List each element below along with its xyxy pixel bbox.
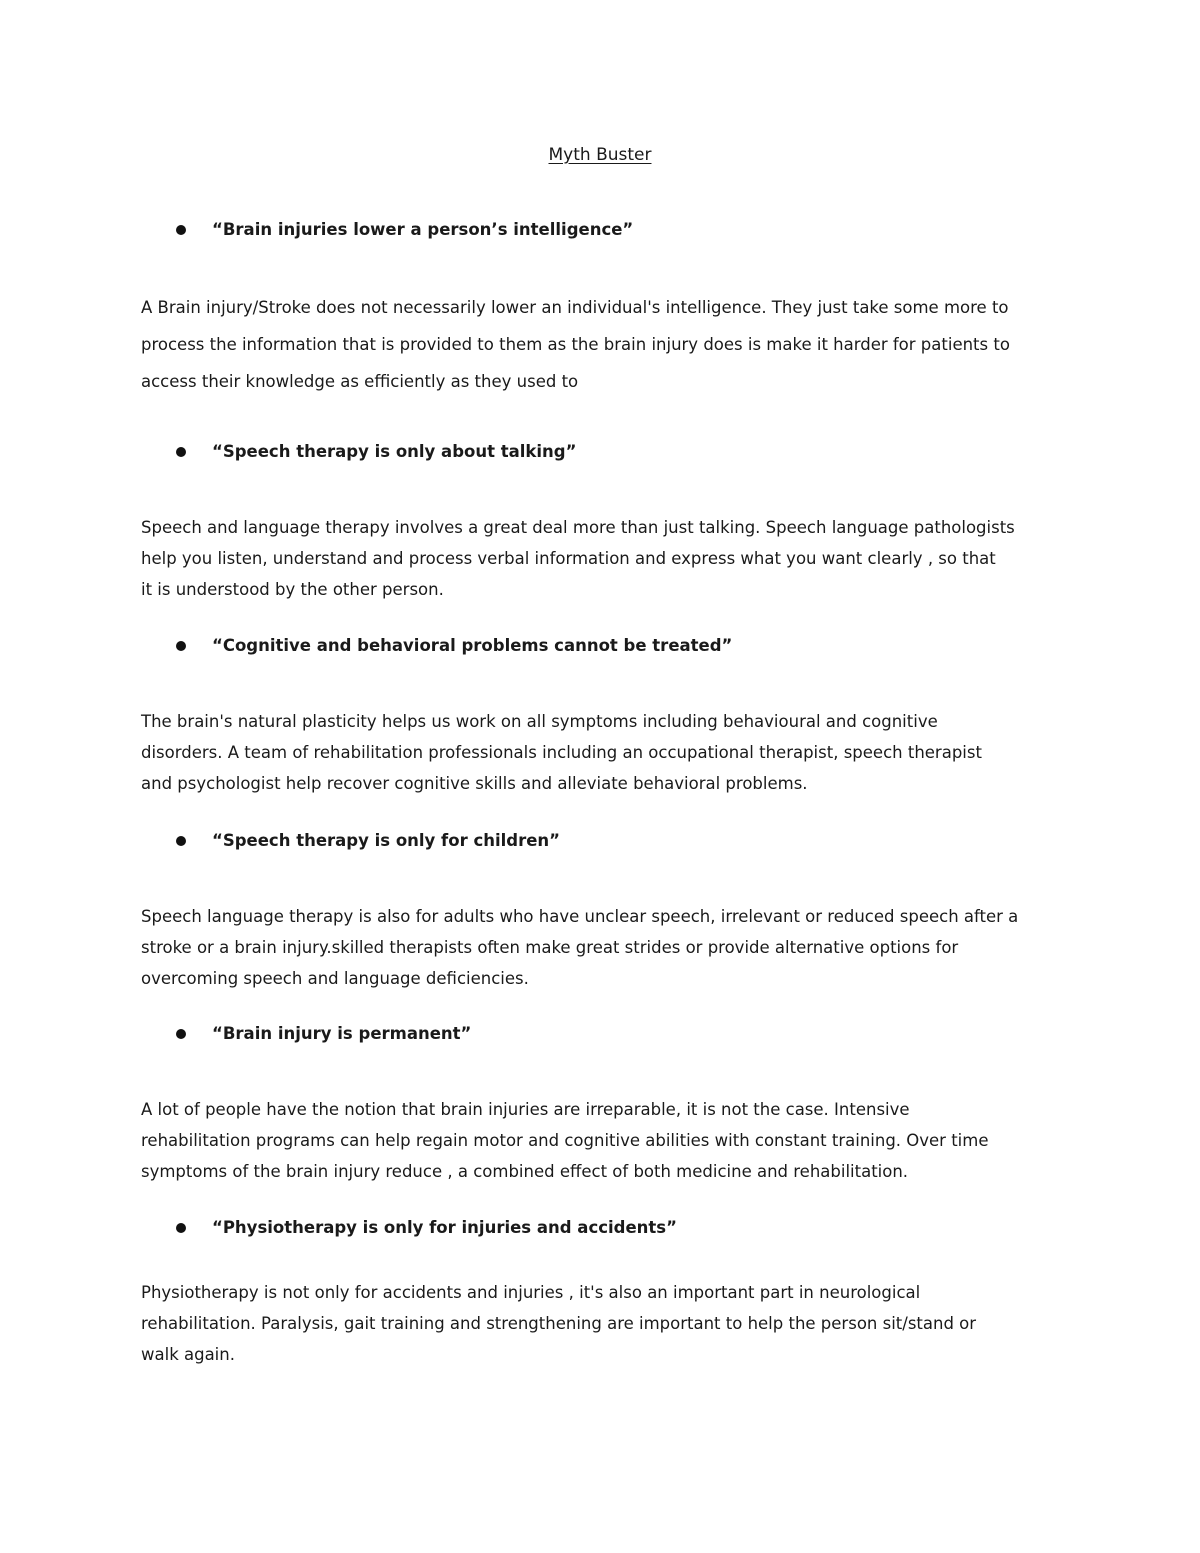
myth-explanation [141, 1277, 976, 1370]
paragraph-line: symptoms of the brain injury reduce , a combined effect of both medicine and rehabilitation. [141, 1162, 909, 1181]
bullet-icon [176, 836, 186, 846]
paragraph-line: access their knowledge as efficiently as they used to [141, 372, 579, 391]
paragraph-line: help you listen, understand and process verbal information and express what you want clearly , so that [141, 549, 996, 568]
myth-explanation [141, 512, 1015, 605]
paragraph-line: Speech and language therapy involves a great deal more than just talking. Speech language pathologists [141, 518, 1015, 537]
myth-explanation [141, 289, 1010, 400]
paragraph-line: The brain's natural plasticity helps us work on all symptoms including behavioural and cognitive [141, 712, 938, 731]
myth-text: “Speech therapy is only for children” [212, 831, 561, 850]
paragraph-line: overcoming speech and language deficiencies. [141, 969, 529, 988]
paragraph-line: disorders. A team of rehabilitation professionals including an occupational therapist, speech therapist [141, 743, 982, 762]
bullet-icon [176, 641, 186, 651]
myth-text: “Brain injury is permanent” [212, 1024, 472, 1043]
myth-explanation [141, 706, 982, 799]
paragraph-line: A lot of people have the notion that brain injuries are irreparable, it is not the case. Intensive [141, 1100, 910, 1119]
bullet-icon [176, 1223, 186, 1233]
paragraph-line: stroke or a brain injury.skilled therapists often make great strides or provide alternative options for [141, 938, 959, 957]
paragraph-line: and psychologist help recover cognitive skills and alleviate behavioral problems. [141, 774, 808, 793]
myth-explanation [141, 1094, 989, 1187]
paragraph-line: A Brain injury/Stroke does not necessarily lower an individual's intelligence. They just take some more to [141, 298, 1009, 317]
bullet-icon [176, 1029, 186, 1039]
myth-text: “Brain injuries lower a person’s intelligence” [212, 220, 634, 239]
paragraph-line: walk again. [141, 1345, 235, 1364]
paragraph-line: it is understood by the other person. [141, 580, 444, 599]
myth-text: “Cognitive and behavioral problems cannot be treated” [212, 636, 733, 655]
myth-text: “Physiotherapy is only for injuries and accidents” [212, 1218, 677, 1237]
paragraph-line: Speech language therapy is also for adults who have unclear speech, irrelevant or reduced speech after a [141, 907, 1019, 926]
bullet-icon [176, 225, 186, 235]
paragraph-line: rehabilitation programs can help regain motor and cognitive abilities with constant training. Over time [141, 1131, 989, 1150]
bullet-icon [176, 447, 186, 457]
paragraph-line: rehabilitation. Paralysis, gait training and strengthening are important to help the person sit/stand or [141, 1314, 977, 1333]
paragraph-line: process the information that is provided to them as the brain injury does is make it harder for patients to [141, 335, 1010, 354]
myth-explanation [141, 901, 1018, 994]
page-title: Myth Buster [548, 145, 652, 165]
paragraph-line: Physiotherapy is not only for accidents and injuries , it's also an important part in neurological [141, 1283, 921, 1302]
myth-text: “Speech therapy is only about talking” [212, 442, 577, 461]
